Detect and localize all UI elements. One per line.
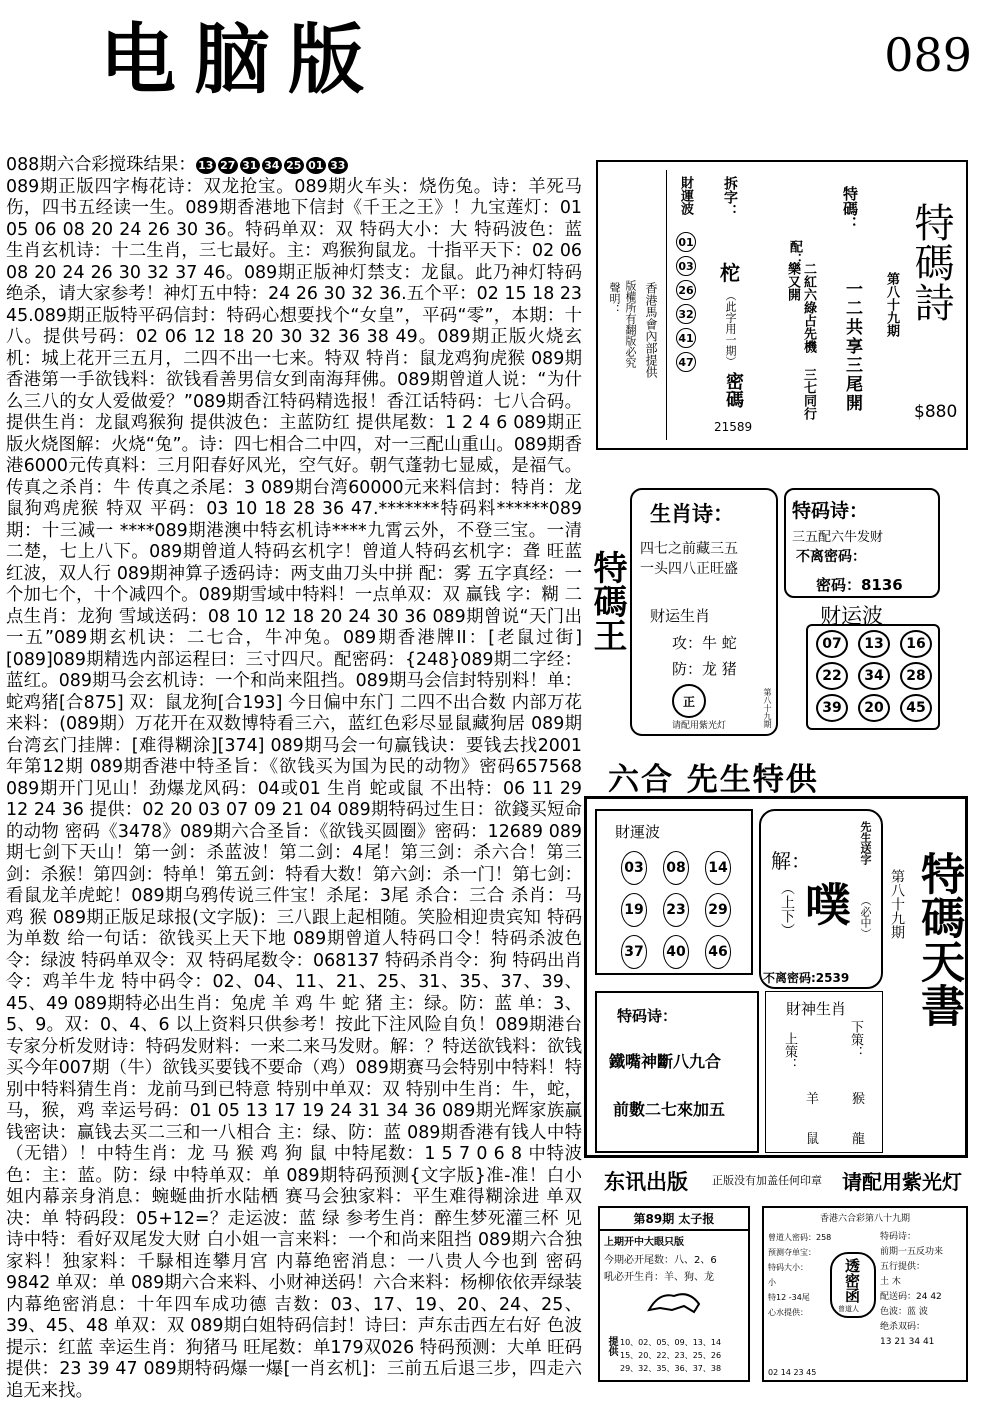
wealth-balls	[674, 230, 698, 374]
wealth-ball: 47	[676, 352, 696, 372]
book-banner: 六合 先生特供	[608, 762, 819, 798]
god-title: 財神生肖	[786, 1000, 847, 1018]
issue-number: 089	[884, 28, 972, 82]
poem-title: 特碼詩	[908, 202, 954, 322]
paper-provide: 提供	[606, 1336, 617, 1356]
attack: 攻：牛 蛇	[672, 634, 737, 652]
result-ball: 13	[196, 157, 216, 174]
book-wave-ball: 29	[705, 893, 731, 927]
jie-label: 解：	[771, 849, 811, 873]
book-god-box	[765, 991, 883, 1153]
zodiac-4: 龍	[852, 1132, 866, 1147]
price: $880	[914, 402, 958, 422]
article-text	[6, 155, 588, 1401]
zodiac-title: 生肖诗：	[650, 502, 734, 526]
wave-title: 财运波	[820, 604, 883, 628]
tiger-illustration	[644, 1280, 704, 1320]
result-ball: 34	[262, 157, 282, 174]
page-title: 电脑版	[100, 15, 382, 104]
paper-title: 第89期 太子报	[600, 1208, 748, 1231]
book-wave-box	[595, 809, 753, 975]
pei-text: 二紅六綠占先機 三七同行樂又開	[785, 262, 816, 420]
zodiac-3: 鼠	[806, 1132, 820, 1147]
tou-stamp: 透密函 曾道人	[830, 1252, 876, 1318]
notice-head: 聲明：	[608, 282, 621, 315]
result-ball: 27	[218, 157, 238, 174]
wave-ball: 22	[816, 662, 848, 690]
zodiac-line-2: 一头四八正旺盛	[640, 561, 738, 577]
wave-ball: 45	[900, 694, 932, 722]
wealth-ball: 01	[676, 232, 696, 252]
results-label: 088期六合彩搅珠结果：	[6, 155, 196, 175]
king-mima: 密码：8136	[816, 576, 903, 594]
book-box	[584, 796, 968, 1158]
chaizi-note: （此字用一期）	[724, 290, 737, 367]
zodiac-2: 猴	[852, 1092, 866, 1107]
publisher: 东讯出版	[604, 1170, 688, 1194]
shang-label: 上策：	[782, 1032, 797, 1071]
wave-ball: 39	[816, 694, 848, 722]
book-wave-ball: 14	[705, 851, 731, 885]
chaizi-char: 柁	[720, 261, 740, 285]
right-title: 香港六合彩第八十九期	[819, 1214, 910, 1224]
poem-box	[596, 160, 968, 450]
notice-text: 版權所有翻版必究	[624, 280, 637, 368]
book-poem-line-2: 前數二七來加五	[613, 1100, 726, 1119]
code: 21589	[714, 420, 753, 434]
poem-issue: 第八十九期	[884, 272, 899, 337]
result-ball: 25	[284, 157, 304, 174]
wealth-ball: 26	[676, 280, 696, 300]
chaizi-label: 拆字：	[722, 176, 738, 218]
paper-nums: 10、02、05、09、13、14 15、20、22、23、25、26 29、32、35、36、37、38	[620, 1338, 722, 1373]
book-wave-ball: 23	[663, 893, 689, 927]
result-ball: 33	[328, 157, 348, 174]
big-char: 噗	[805, 878, 851, 932]
paper-line-1: 上期开中大眼只版	[604, 1237, 684, 1248]
wealth-ball: 41	[676, 328, 696, 348]
wealth-ball: 03	[676, 256, 696, 276]
luck-title: 财运生肖	[650, 607, 711, 625]
king-left-box	[630, 488, 778, 736]
wave-balls	[808, 626, 938, 726]
book-title: 特碼天書	[913, 851, 964, 1027]
wave-ball: 28	[900, 662, 932, 690]
tema-line-2: 不离密码：	[796, 549, 866, 565]
wave-ball: 34	[858, 662, 890, 690]
book-poem-title: 特码诗：	[617, 1007, 678, 1025]
book-word-box	[759, 809, 883, 989]
mima-label: 密碼	[723, 372, 744, 408]
book-wave-ball: 08	[663, 851, 689, 885]
provider-text: 香港馬會內部提供	[644, 282, 658, 378]
stamp: 正	[672, 684, 706, 718]
wealth-label: 財運波	[678, 176, 693, 215]
book-mima: 不离密码:2539	[763, 971, 850, 985]
xia-label: 下策：	[848, 1020, 863, 1059]
jie-note: （上下）	[779, 881, 795, 937]
defend: 防：龙 猪	[672, 660, 737, 678]
publisher-note: 正版没有加盖任何印章	[712, 1174, 822, 1187]
book-wave-title: 財運波	[615, 823, 661, 841]
wealth-ball: 32	[676, 304, 696, 324]
zodiac-line-1: 四七之前藏三五	[640, 541, 738, 557]
king-issue: 第八十九期	[763, 688, 772, 728]
wave-ball: 16	[900, 630, 932, 658]
result-ball: 31	[240, 157, 260, 174]
bizhong: （必中）	[859, 895, 872, 939]
tou-mi-han	[762, 1206, 968, 1382]
book-wave-balls	[621, 851, 733, 969]
uv-note: 请配用紫光灯	[842, 1170, 962, 1194]
wave-ball: 13	[858, 630, 890, 658]
taizi-paper	[598, 1206, 750, 1382]
book-poem-box	[595, 991, 759, 1153]
wave-ball: 07	[816, 630, 848, 658]
book-poem-line-1: 鐵嘴神斷八九合	[609, 1052, 722, 1071]
king-right-box	[784, 488, 940, 598]
result-ball: 01	[306, 157, 326, 174]
book-wave-ball: 19	[621, 893, 647, 927]
wave-ball: 20	[858, 694, 890, 722]
tema-line-1: 三五配六牛发财	[792, 530, 884, 545]
king-title: 特碼王	[587, 550, 627, 652]
xiansheng: 先生送字	[859, 821, 872, 865]
tema-label: 特碼：	[841, 186, 859, 231]
right-left-col: 曾道人密码：258 预测夺单宝： 特码大小： 小 特12 -34尾 心水提供：	[768, 1233, 832, 1317]
wave-box	[806, 624, 940, 730]
book-wave-ball: 37	[621, 935, 647, 969]
stamp-note: 请配用紫光灯	[672, 721, 727, 731]
paper-line-3: 吼必开生肖：羊、狗、龙	[604, 1272, 714, 1283]
zodiac-1: 羊	[806, 1092, 820, 1107]
right-right-col: 特码诗： 前期一五反功来 五行提供： 土 木 配送码：24 42 色波：蓝 波 绝杀双码： 13 21 34 41	[880, 1232, 944, 1347]
right-nums: 02 14 23 45	[768, 1368, 817, 1377]
result-balls	[196, 157, 348, 174]
tema-title: 特码诗：	[792, 500, 869, 522]
tema-text: 一二共享三尾開	[842, 280, 862, 413]
book-wave-ball: 40	[663, 935, 689, 969]
book-wave-ball: 46	[705, 935, 731, 969]
pei-label: 配：	[787, 240, 802, 266]
book-issue: 第八十九期	[889, 869, 905, 939]
paper-line-2: 今期必开尾数：八、2、6	[604, 1255, 717, 1266]
book-wave-ball: 03	[621, 851, 647, 885]
article-body: 089期正版四字梅花诗：双龙抢宝。089期火车头：烧伤兔。诗：羊死马伤，四书五经读一生。089期香港地下信封《千王之王》！九宝莲灯：01 05 06 08 20 24 26 30 36。特码单双：双 特码大小：大 特码波色：蓝 生肖玄机诗：十二生肖，三七最好。主：鸡猴狗鼠龙。十指平天下：02 06 08 20 24 26 30 32 37 46。089期正版神灯禁支：龙鼠。此乃神灯特码绝杀，请大家参考！神灯五中特：24 26 30 32 36.五个平：02 15 18 23 45.089期正版特平码信封：特码心想要找个“女皇”，平码“零”，本期：十八。提供号码：02 06 12 18 20 30 32 36 38 49。089期正版火烧玄机：城上花开三五月，二四不出一七来。特双 特肖：鼠龙鸡狗虎猴 089期香港第一手欲钱料：欲钱看善男信女到南海拜佛。089期曾道人说：“为什么三八的女人爱做爱？”089期香江特码精选报！香江话特码：七八合码。提供生肖：龙鼠鸡猴狗 提供波色：主蓝防红 提供尾数：1 2 4 6 089期正版火烧图解：火烧“兔”。诗：四七相合二中四，对一三配山重山。089期香港6000元传真料：三月阳春好风光，空气好。朝气蓬勃七显威，是福气。传真之杀肖：牛 传真之杀尾：3 089期台湾60000元来料信封：特肖：龙鼠狗鸡虎猴 特双 平码：03 10 18 28 36 47.*******特码料******089期：十三减一 ****089期港澳中特玄机诗****九霄云外，不登三宝。一清二楚，七上八下。089期曾道人特码玄机字！曾道人特码玄机字：聋 旺蓝红波，双人行 089期神算子透码诗：两支曲刀头中拼 配：雾 五字真经：一个加七个，十个减四个。089期雪域中特料！一点单双：双 赢钱 字：糊 二点生肖：龙狗 雪域送码：08 10 12 18 20 24 30 36 089期曾说“天门出一五”089期玄机诀：二七合，牛冲兔。089期香港牌II：[老鼠过街][089]089期精选内部运程曰：三寸四尺。配密码：{248}089期二字经：蓝红。089期马会玄机诗：一个和尚来阻挡。089期马会信封特别料！单：蛇鸡猪[合875] 双：鼠龙狗[合193] 今日偏中东门 二四不出合数 内部万花来料：(089期）万花开在双数博特看三六，蓝红色彩尽显鼠藏狗居 089期台湾玄门挂牌：[难得糊涂][374] 089期马会一句赢钱诀：要钱去找2001年第12期 089期香港中特圣旨：《欲钱买为国为民的动物》密码657568 089期开门见山！劲爆龙风码：04或01 生肖 蛇或鼠 不出特：06 11 29 12 24 36 提供：02 20 03 07 09 21 04 089期特码过生日：欲錢买短命的动物 密码《3478》089期六合圣旨：《欲钱买圆圈》密码：12689 089期七剑下天山！第一剑：杀蓝波！第二剑：4尾！第三剑：杀六合！第三剑：杀猴！第四剑：特单！第五剑：特看大数！第六剑：杀一门！第七剑：看鼠龙羊虎蛇！089期乌鸦传说三件宝！杀尾：3尾 杀合：三合 杀肖：马 鸡 猴 089期正版足球报(文字版)：三八跟上起相随。笑脸相迎贵宾知 特码为单数 给一句话：欲钱买上天下地 089期曾道人特码口令！特码杀波色令：绿波 特码单双令：双 特码尾数令：068137 特码杀肖令：狗 特码出肖令：鸡羊牛龙 特中码令：02、04、11、21、25、31、35、37、39、45、49 089期特必出生肖：兔虎 羊 鸡 牛 蛇 猪 主：绿。防：蓝 单：3、5、9。双：0、4、6 以上资料只供参考！按此下注风险自负！089期港台专家分析发财诗：特码发财料：一来二来马发财。解：？特送欲钱料：欲钱买今年007期（牛）欲钱买要钱不要命（鸡）089期赛马会特别中特料！特别中特料猜生肖：龙前马到已特意 特别中单双：双 特别中生肖：牛，蛇，马，猴，鸡 幸运号码：01 05 13 17 19 24 31 34 36 089期光辉家族赢钱密诀：赢钱去买二三和一八相合 主：绿、防：蓝 089期香港有钱人中特（无错）！中特生肖：龙 马 猴 鸡 狗 鼠 中特尾数：1 5 7 0 6 8 中特波色：主：蓝。防：绿 中特单双：单 089期特码预测{文字版}准-准！白小姐内幕亲身消息：蜿蜒曲折水陆栖 赛马会独家料：平生难得糊涂进 单双决：单 特码段：05+12=？走运波：蓝 绿 参考生肖：醉生梦死灌三杯 见诗中特：看好双尾发大财 白小姐一言来料：一个和尚来阻挡 089期六合独家料！独家料：千騄相连攀月宫 内幕绝密消息：一八贵人今也到 密码9842 单双：单 089期六合来料、小财神送码！六合来料：杨柳依依弄绿装 内幕绝密消息：十年四车成功德 吉数：03、17、19、20、24、25、39、45、48 单双：双 089期白姐特码信封！诗曰：声东击西左右好 色波提示：红蓝 幸运生肖：狗猪马 旺尾数：单179双026 特码预测：大单 旺码提供：23 39 47 089期特码爆一爆[一肖玄机]：三前五后退三步，四走六追无来找。	[6, 176, 588, 1401]
